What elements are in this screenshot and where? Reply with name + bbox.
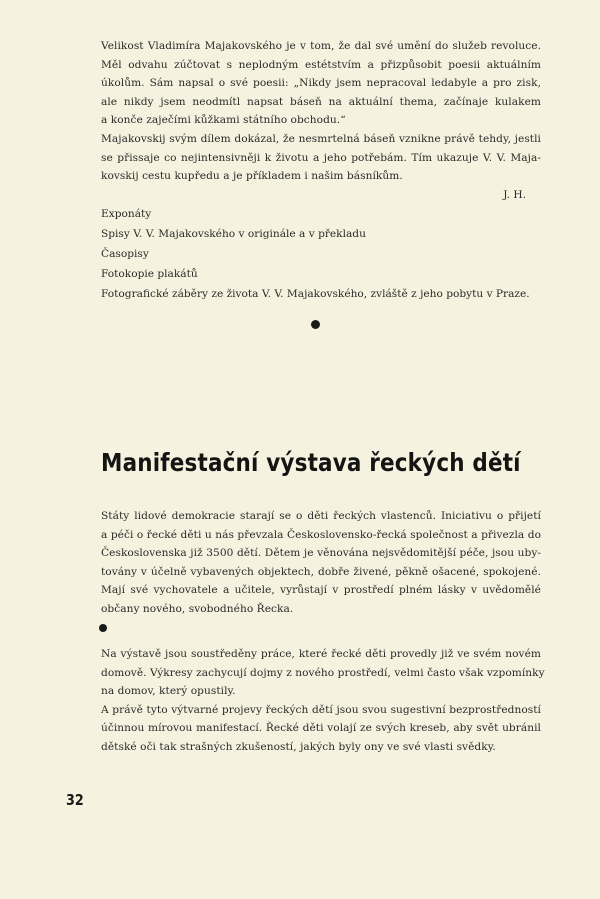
- text-line: ale nikdy jsem neodmítl napsat báseň na aktuální thema, začínaje kulakem: [101, 95, 541, 108]
- text-line: na domov, který opustily.: [101, 685, 236, 698]
- text-line: občany nového, svobodného Řecka.: [101, 602, 294, 615]
- exhibit-item: Časopisy: [101, 248, 149, 261]
- author-signature: J. H.: [503, 188, 526, 201]
- paragraph-greek-children-care: [101, 507, 541, 619]
- paragraph-majakovsky-intro: [101, 37, 541, 130]
- text-line: Na výstavě jsou soustředěny práce, které řecké děti provedly již ve svém novém: [101, 648, 541, 660]
- text-line: Velikost Vladimíra Majakovského je v tom, že dal své umění do služeb revoluce.: [101, 40, 541, 52]
- text-line: se přissaje co nejintensivněji k životu a jeho potřebám. Tím ukazuje V. V. Maja-: [101, 151, 541, 164]
- exhibits-heading: Exponáty: [101, 208, 152, 221]
- majakovsky-text-block: [101, 37, 541, 304]
- text-line: a konče zaječími kůžkami státního obchodu.“: [101, 114, 346, 127]
- text-line: Měl odvahu zúčtovat s neplodným estétstvím a přizpůsobit poesii aktuálním: [101, 58, 541, 71]
- paragraph-exhibition-works: [101, 645, 545, 701]
- paragraph-divider-bullet: [99, 624, 107, 632]
- text-line: Mají své vychovatele a učitele, vyrůstají v prostředí plném lásky v uvědomělé: [101, 584, 541, 597]
- section-heading: Manifestační výstava řeckých dětí: [101, 448, 521, 477]
- page-number: 32: [66, 791, 84, 809]
- text-line: domově. Výkresy zachycují dojmy z nového prostředí, velmi často však vzpomínky: [101, 666, 545, 679]
- exhibit-item: Spisy V. V. Majakovského v originále a v překladu: [101, 228, 366, 241]
- paragraph-peace-manifestation: [101, 701, 541, 757]
- text-line: dětské oči tak strašných zkušeností, jakých byly ony ve své vlasti svědky.: [101, 740, 496, 753]
- text-line: Státy lidové demokracie starají se o děti řeckých vlastenců. Iniciativu o přijetí: [101, 510, 541, 522]
- text-line: Československa již 3500 dětí. Dětem je věnována nejsvědomitější péče, jsou uby-: [101, 547, 541, 560]
- paragraph-majakovsky-legacy: [101, 130, 541, 186]
- exhibits-list: [101, 204, 541, 304]
- exhibit-item: Fotokopie plakátů: [101, 268, 198, 281]
- text-line: kovskij cestu kupředu a je příkladem i našim básníkům.: [101, 170, 403, 183]
- greek-children-intro-block: [101, 507, 541, 619]
- text-line: úkolům. Sám napsal o své poesii: „Nikdy jsem nepracoval ledabyle a pro zisk,: [101, 77, 541, 90]
- text-line: A právě tyto výtvarné projevy řeckých dětí jsou svou sugestivní bezprostředností: [101, 703, 541, 716]
- text-line: účinnou mírovou manifestací. Řecké děti volají ze svých kreseb, aby svět ubránil: [101, 722, 541, 735]
- text-line: továny v účelně vybavených objektech, dobře živené, pěkně ošacené, spokojené.: [101, 565, 541, 578]
- text-line: a péči o řecké děti u nás převzala Československo-řecká společnost a přivezla do: [101, 528, 541, 541]
- section-divider-bullet: [311, 320, 320, 329]
- exhibit-item: Fotografické záběry ze života V. V. Majakovského, zvláště z jeho pobytu v Praze.: [101, 288, 530, 301]
- exhibition-description-block: [101, 645, 545, 757]
- text-line: Majakovskij svým dílem dokázal, že nesmrtelná báseň vznikne právě tehdy, jestli: [101, 132, 541, 145]
